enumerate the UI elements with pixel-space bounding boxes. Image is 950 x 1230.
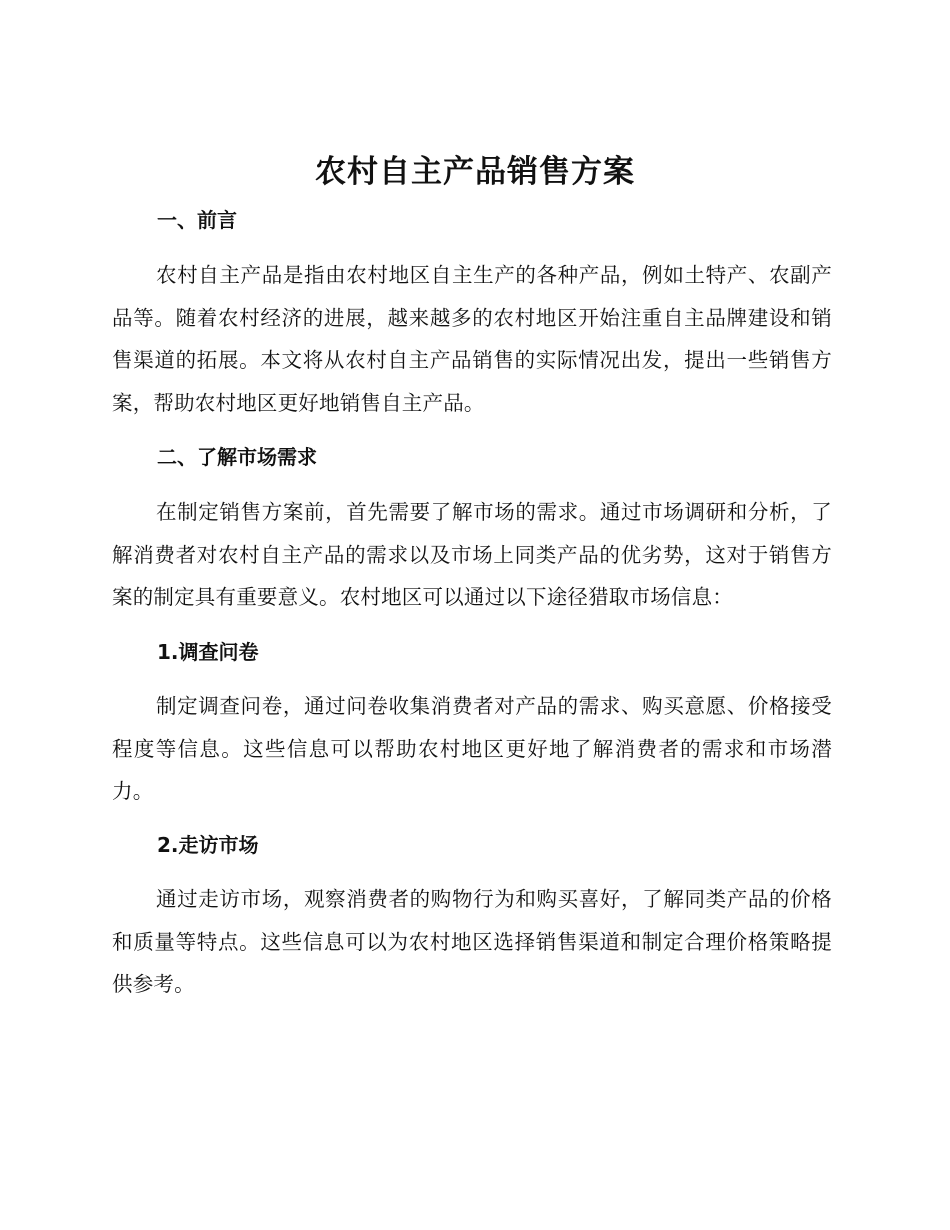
section-heading-preface: 一、前言 <box>157 208 237 232</box>
section-heading-market-demand: 二、了解市场需求 <box>157 445 317 469</box>
paragraph-market-visit: 通过走访市场，观察消费者的购物行为和购买喜好，了解同类产品的价格和质量等特点。这些信息可以为农村地区选择销售渠道和制定合理价格策略提供参考。 <box>112 887 832 996</box>
paragraph-market-demand: 在制定销售方案前，首先需要了解市场的需求。通过市场调研和分析，了解消费者对农村自主产品的需求以及市场上同类产品的优劣势，这对于销售方案的制定具有重要意义。农村地区可以通过以下途径猎取市场信息： <box>112 500 832 609</box>
paragraph-questionnaire: 制定调查问卷，通过问卷收集消费者对产品的需求、购买意愿、价格接受程度等信息。这些信息可以帮助农村地区更好地了解消费者的需求和市场潜力。 <box>112 694 832 803</box>
subheading-market-visit: 2.走访市场 <box>157 833 259 857</box>
subheading-questionnaire: 1.调查问卷 <box>157 640 259 664</box>
document-title: 农村自主产品销售方案 <box>315 154 635 190</box>
paragraph-preface: 农村自主产品是指由农村地区自主生产的各种产品，例如土特产、农副产品等。随着农村经济的进展，越来越多的农村地区开始注重自主品牌建设和销售渠道的拓展。本文将从农村自主产品销售的实际情况出发，提出一些销售方案，帮助农村地区更好地销售自主产品。 <box>112 263 832 415</box>
